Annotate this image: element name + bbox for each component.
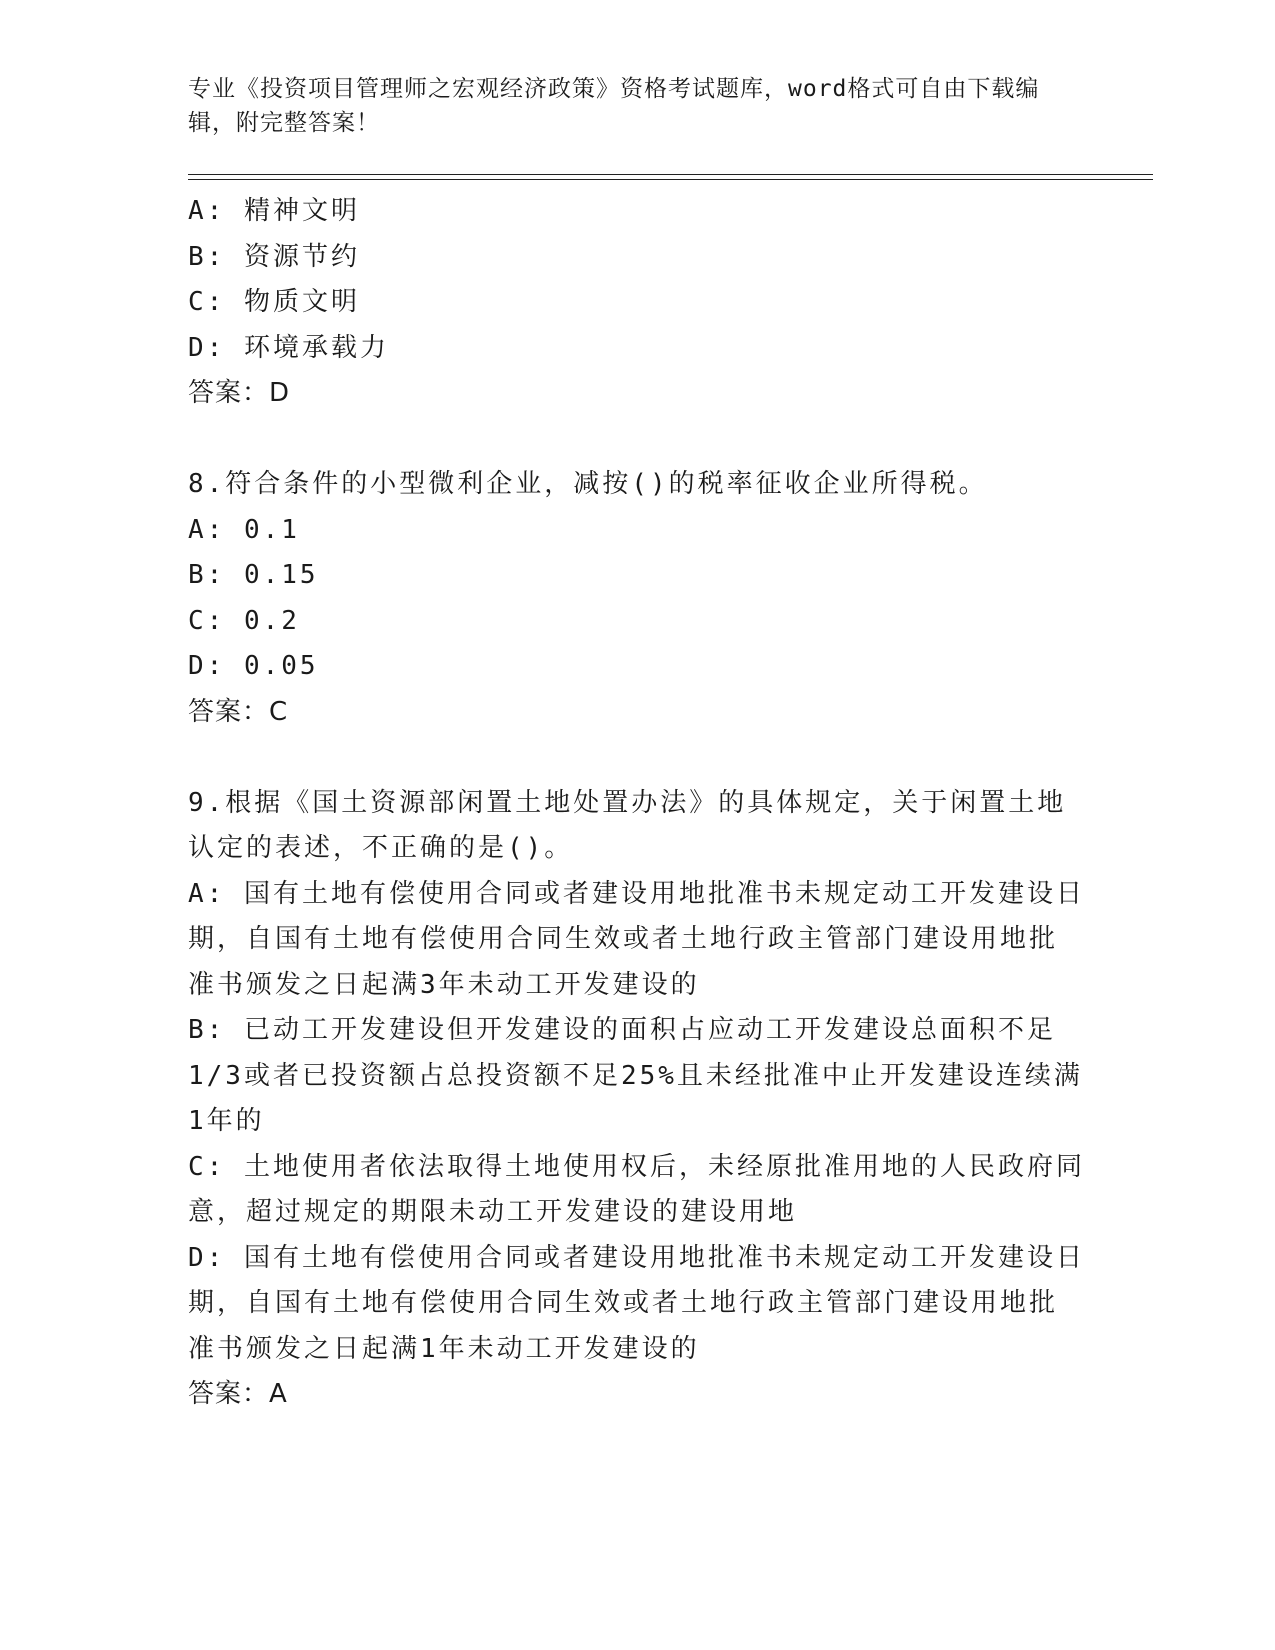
option-b-line-1: B: 已动工开发建设但开发建设的面积占应动工开发建设总面积不足	[188, 1015, 1056, 1045]
option-c: C: 物质文明	[188, 287, 360, 317]
question-7	[188, 189, 1083, 417]
question-text-line-1: 9.根据《国土资源部闲置土地处置办法》的具体规定，关于闲置土地	[188, 787, 1067, 818]
question-8	[188, 462, 1083, 735]
header-rule-top	[188, 174, 1153, 175]
option-a-line-3: 准书颁发之日起满3年未动工开发建设的	[188, 969, 700, 1000]
answer: 答案：C	[188, 696, 289, 727]
option-d-line-3: 准书颁发之日起满1年未动工开发建设的	[188, 1333, 700, 1364]
question-text: 8.符合条件的小型微利企业，减按()的税率征收企业所得税。	[188, 469, 988, 499]
header-line-2: 辑，附完整答案！	[188, 110, 380, 136]
option-d: D: 0.05	[188, 651, 319, 681]
option-d: D: 环境承载力	[188, 332, 389, 363]
option-c-line-2: 意，超过规定的期限未动工开发建设的建设用地	[188, 1197, 798, 1227]
option-b-line-3: 1年的	[188, 1106, 265, 1136]
spacer	[188, 417, 1083, 463]
option-a-line-2: 期，自国有土地有偿使用合同生效或者土地行政主管部门建设用地批	[188, 924, 1059, 954]
header-rule-bottom	[188, 179, 1153, 180]
option-b: B: 0.15	[188, 560, 319, 590]
spacer	[188, 735, 1083, 781]
answer: 答案：A	[188, 1379, 288, 1409]
question-9	[188, 781, 1083, 1418]
document-header	[188, 72, 1068, 140]
option-b-line-2: 1/3或者已投资额占总投资额不足25%且未经批准中止开发建设连续满	[188, 1060, 1083, 1091]
option-a: A: 精神文明	[188, 196, 360, 226]
option-c: C: 0.2	[188, 605, 300, 636]
question-text-line-2: 认定的表述，不正确的是()。	[188, 833, 574, 863]
header-line-1: 专业《投资项目管理师之宏观经济政策》资格考试题库，word格式可自由下载编	[188, 76, 1040, 102]
option-c-line-1: C: 土地使用者依法取得土地使用权后，未经原批准用地的人民政府同	[188, 1151, 1085, 1182]
option-a-line-1: A: 国有土地有偿使用合同或者建设用地批准书未规定动工开发建设日	[188, 878, 1085, 909]
option-d-line-1: D: 国有土地有偿使用合同或者建设用地批准书未规定动工开发建设日	[188, 1242, 1085, 1273]
option-a: A: 0.1	[188, 514, 300, 545]
option-d-line-2: 期，自国有土地有偿使用合同生效或者土地行政主管部门建设用地批	[188, 1288, 1059, 1318]
option-b: B: 资源节约	[188, 241, 360, 272]
answer: 答案：D	[188, 378, 291, 408]
question-list	[188, 189, 1083, 1418]
